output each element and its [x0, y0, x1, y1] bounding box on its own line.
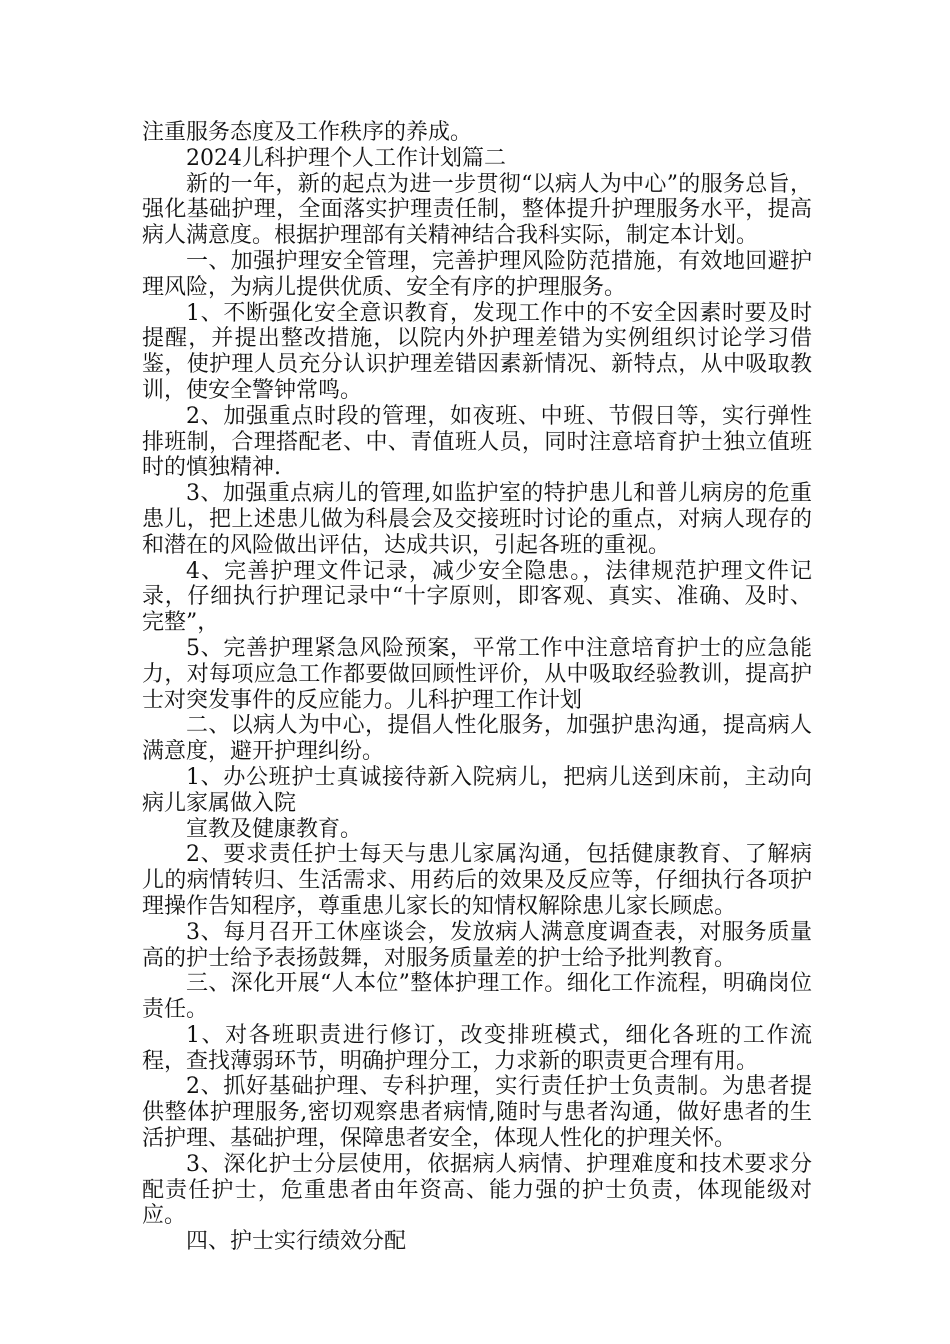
paragraph-item-1-4: 4、完善护理文件记录，减少安全隐患。，法律规范护理文件记录，仔细执行护理记录中“十字原则，即客观、真实、准确、及时、完整”，	[142, 558, 812, 636]
paragraph-item-3-2: 2、抓好基础护理、专科护理，实行责任护士负责制。为患者提供整体护理服务,密切观察患者病情,随时与患者沟通，做好患者的生活护理、基础护理，保障患者安全，体现人性化的护理关怀。	[142, 1074, 812, 1152]
paragraph-item-1-1: 1、不断强化安全意识教育，发现工作中的不安全因素时要及时提醒，并提出整改措施，以院内外护理差错为实例组织讨论学习借鉴，使护理人员充分认识护理差错因素新情况、新特点，从中吸取教训，使安全警钟常鸣。	[142, 300, 812, 403]
document-page	[142, 120, 812, 1255]
paragraph-item-1-3: 3、加强重点病儿的管理,如监护室的特护患儿和普儿病房的危重患儿，把上述患儿做为科晨会及交接班时讨论的重点，对病人现存的和潜在的风险做出评估，达成共识，引起各班的重视。	[142, 481, 812, 558]
paragraph-item-2-3: 3、每月召开工休座谈会，发放病人满意度调查表，对服务质量高的护士给予表扬鼓舞，对服务质量差的护士给予批判教育。	[142, 919, 812, 971]
paragraph-intro: 新的一年，新的起点为进一步贯彻“以病人为中心”的服务总旨，强化基础护理，全面落实护理责任制，整体提升护理服务水平，提高病人满意度。根据护理部有关精神结合我科实际，制定本计划。	[142, 171, 812, 249]
paragraph-item-3-1: 1、对各班职责进行修订，改变排班模式，细化各班的工作流程，查找薄弱环节，明确护理分工，力求新的职责更合理有用。	[142, 1022, 812, 1074]
paragraph-item-3-3: 3、深化护士分层使用，依据病人病情、护理难度和技术要求分配责任护士，危重患者由年资高、能力强的护士负责，体现能级对应。	[142, 1151, 812, 1229]
section-heading-1: 一、加强护理安全管理，完善护理风险防范措施，有效地回避护理风险，为病儿提供优质、安全有序的护理服务。	[142, 248, 812, 300]
paragraph-item-1-5: 5、完善护理紧急风险预案，平常工作中注意培育护士的应急能力，对每项应急工作都要做回顾性评价，从中吸取经验教训，提高护士对突发事件的反应能力。儿科护理工作计划	[142, 635, 812, 713]
paragraph-item-2-2: 2、要求责任护士每天与患儿家属沟通，包括健康教育、了解病儿的病情转归、生活需求、用药后的效果及反应等，仔细执行各项护理操作告知程序，尊重患儿家长的知情权解除患儿家长顾虑。	[142, 842, 812, 919]
document-section-title: 2024儿科护理个人工作计划篇二	[186, 145, 506, 171]
section-heading-2: 二、以病人为中心，提倡人性化服务，加强护患沟通，提高病人满意度，避开护理纠纷。	[142, 713, 812, 765]
paragraph-item-2-1: 1、办公班护士真诚接待新入院病儿，把病儿送到床前，主动向病儿家属做入院	[142, 764, 812, 816]
paragraph-continuation: 注重服务态度及工作秩序的养成。	[142, 120, 473, 145]
section-heading-3: 三、深化开展“人本位”整体护理工作。细化工作流程，明确岗位责任。	[142, 971, 812, 1023]
paragraph-item-1-2: 2、加强重点时段的管理，如夜班、中班、节假日等，实行弹性排班制，合理搭配老、中、青值班人员，同时注意培育护士独立值班时的慎独精神.	[142, 403, 812, 481]
section-heading-4: 四、护士实行绩效分配	[186, 1229, 407, 1255]
paragraph-item-2-1-continued: 宣教及健康教育。	[186, 816, 363, 842]
